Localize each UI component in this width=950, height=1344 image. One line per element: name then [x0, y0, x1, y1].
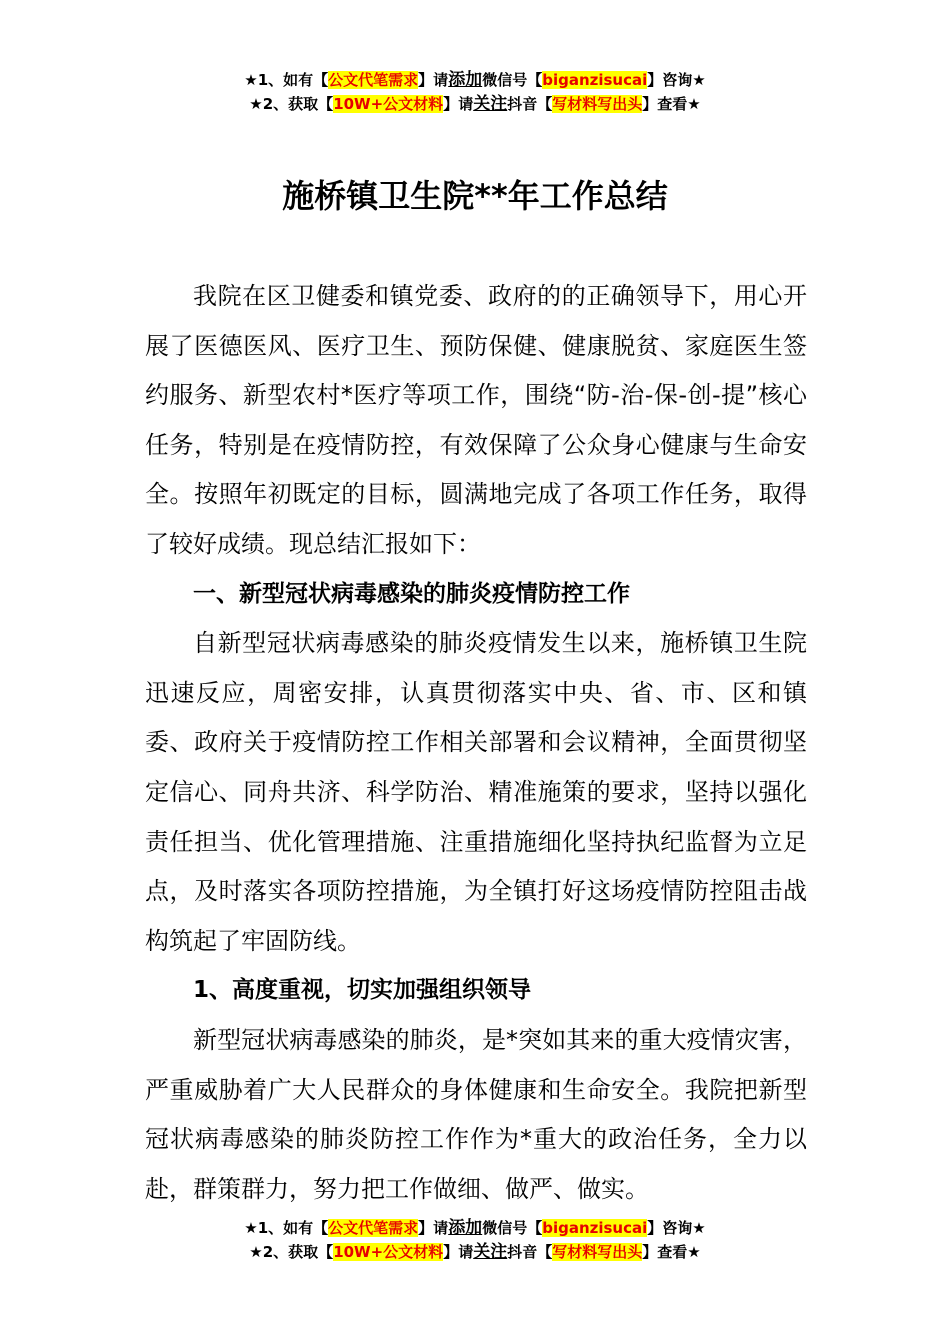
section-heading: 一、新型冠状病毒感染的肺炎疫情防控工作 [193, 580, 630, 607]
banner-text: 】请 [443, 95, 474, 113]
banner-line-1 [0, 1216, 950, 1240]
banner-line-2 [0, 1240, 950, 1264]
underlined-word: 关注 [473, 1242, 508, 1262]
banner-text: ★2、获取【 [249, 95, 334, 113]
subsection-paragraph: 新型冠状病毒感染的肺炎，是*突如其来的重大疫情灾害，严重威胁着广大人民群众的身体健康和生命安全。我院把新型冠状病毒感染的肺炎防控工作作为*重大的政治任务，全力以赴，群策群力，努力把工作做细、做严、做实。 [145, 1025, 807, 1203]
underlined-word: 添加 [448, 1218, 483, 1238]
banner-text: 抖音【 [507, 95, 553, 113]
subsection-heading: 1、高度重视，切实加强组织领导 [193, 977, 532, 1004]
banner-text: 】查看★ [642, 1243, 701, 1261]
underlined-word: 添加 [448, 70, 483, 90]
highlight-materials: 10W+公文材料 [333, 1243, 444, 1261]
document-title: 施桥镇卫生院**年工作总结 [282, 177, 668, 215]
document-body [145, 272, 807, 1214]
banner-text: 】请 [443, 1243, 474, 1261]
section-paragraph: 自新型冠状病毒感染的肺炎疫情发生以来，施桥镇卫生院迅速反应，周密安排，认真贯彻落实中央、省、市、区和镇委、政府关于疫情防控工作相关部署和会议精神，全面贯彻坚定信心、同舟共济、科学防治、精准施策的要求，坚持以强化责任担当、优化管理措施、注重措施细化坚持执纪监督为立足点，及时落实各项防控措施，为全镇打好这场疫情防控阻击战构筑起了牢固防线。 [145, 629, 807, 955]
highlight-wechat-id: biganzisucai [542, 1219, 648, 1237]
banner-text: 抖音【 [507, 1243, 553, 1261]
banner-text: ★1、如有【 [244, 71, 329, 89]
banner-text: 】咨询★ [647, 71, 706, 89]
banner-text: ★2、获取【 [249, 1243, 334, 1261]
highlight-service: 公文代笔需求 [328, 1219, 419, 1237]
highlight-douyin: 写材料写出头 [552, 95, 643, 113]
banner-text: 微信号【 [482, 71, 543, 89]
underlined-word: 关注 [473, 94, 508, 114]
banner-text: 微信号【 [482, 1219, 543, 1237]
highlight-service: 公文代笔需求 [328, 71, 419, 89]
highlight-douyin: 写材料写出头 [552, 1243, 643, 1261]
highlight-wechat-id: biganzisucai [542, 71, 648, 89]
intro-paragraph: 我院在区卫健委和镇党委、政府的的正确领导下，用心开展了医德医风、医疗卫生、预防保健、健康脱贫、家庭医生签约服务、新型农村*医疗等项工作，围绕“防-治-保-创-提”核心任务，特别是在疫情防控，有效保障了公众身心健康与生命安全。按照年初既定的目标，圆满地完成了各项工作任务，取得了较好成绩。现总结汇报如下： [145, 282, 807, 558]
banner-text: 】咨询★ [647, 1219, 706, 1237]
banner-text: 】请 [418, 1219, 449, 1237]
banner-line-2 [0, 92, 950, 116]
banner-text: 】查看★ [642, 95, 701, 113]
footer-banner [0, 1216, 950, 1264]
banner-line-1 [0, 68, 950, 92]
highlight-materials: 10W+公文材料 [333, 95, 444, 113]
banner-text: 】请 [418, 71, 449, 89]
header-banner [0, 68, 950, 116]
banner-text: ★1、如有【 [244, 1219, 329, 1237]
